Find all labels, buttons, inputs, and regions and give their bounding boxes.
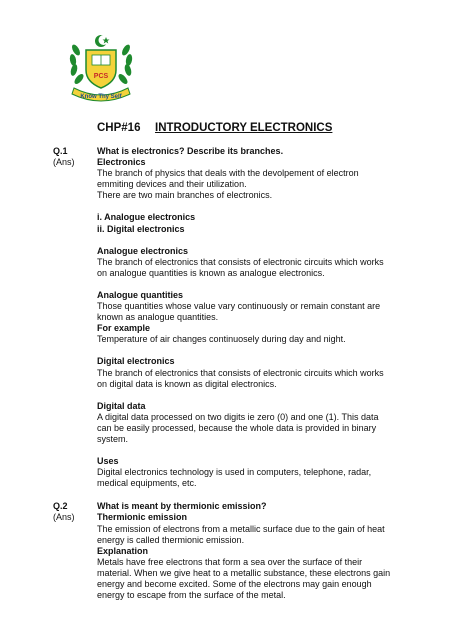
chapter-number: CHP#16 (97, 122, 141, 134)
heading-analogue-quantities: Analogue quantities (97, 289, 184, 300)
heading-digital-data: Digital data (97, 400, 146, 411)
paragraph-line: on digital data is known as digital electronics. (97, 378, 277, 389)
q1-ans-label: (Ans) (53, 157, 75, 168)
q1-label: Q.1 (53, 146, 68, 156)
paragraph-line: Those quantities whose value vary continuously or remain constant are (97, 301, 381, 312)
paragraph-line: The emission of electrons from a metallic surface due to the gain of heat (97, 523, 385, 534)
paragraph-line: Digital electronics technology is used in computers, telephone, radar, (97, 467, 372, 478)
paragraph-line: The branch of electronics that consists of electronic circuits which works (97, 367, 384, 378)
heading-analogue-electronics: Analogue electronics (97, 245, 189, 256)
branch-item-digital: ii. Digital electronics (97, 223, 185, 234)
paragraph-line: A digital data processed on two digits ie zero (0) and one (1). This data (97, 411, 379, 422)
q2-ans-label: (Ans) (53, 512, 75, 523)
paragraph-line: can be easily processed, because the whole data is provided in binary (97, 422, 377, 433)
q2-label: Q.2 (53, 501, 68, 512)
paragraph-line: energy and become excited. Some of the electrons may gain enough (97, 579, 372, 589)
paragraph-line: system. (97, 433, 129, 444)
heading-explanation: Explanation (97, 545, 149, 556)
crescent-star-icon (95, 35, 110, 47)
crest-badge-text: PCS (93, 73, 109, 80)
paragraph-line: There are two main branches of electronics. (97, 190, 273, 201)
ribbon-text: Know Thy Self (80, 94, 122, 100)
q1-question: What is electronics? Describe its branches. (97, 146, 284, 156)
heading-uses: Uses (97, 456, 119, 467)
paragraph-line: known as analogue quantities. (97, 312, 219, 323)
paragraph-line: on analogue quantities is known as analogue electronics. (97, 267, 325, 278)
paragraph-line: The branch of electronics that consists of electronic circuits which works (97, 256, 384, 267)
school-crest-logo (66, 28, 136, 104)
heading-electronics: Electronics (97, 157, 146, 168)
paragraph-line: energy to escape from the surface of the metal. (97, 590, 286, 601)
paragraph-line: The branch of physics that deals with the devolpement of electron (97, 168, 359, 179)
paragraph-line: Temperature of air changes continuosely during day and night. (97, 334, 346, 345)
paragraph-line: medical equipments, etc. (97, 478, 197, 489)
branch-item-analogue: i. Analogue electronics (97, 212, 196, 223)
chapter-title: INTRODUCTORY ELECTRONICS (155, 122, 333, 134)
heading-digital-electronics: Digital electronics (97, 356, 175, 367)
heading-thermionic-emission: Thermionic emission (97, 512, 188, 523)
paragraph-line: energy is called thermionic emission. (97, 534, 245, 545)
paragraph-line: material. When we give heat to a metallic substance, these electrons gain (97, 567, 391, 578)
paragraph-line: emmiting devices and their utilization. (97, 179, 247, 190)
heading-for-example: For example (97, 323, 151, 334)
paragraph-line: Metals have free electrons that form a sea over the surface of their (97, 556, 363, 567)
document-body (53, 146, 427, 601)
q2-question: What is meant by thermionic emission? (97, 501, 267, 512)
